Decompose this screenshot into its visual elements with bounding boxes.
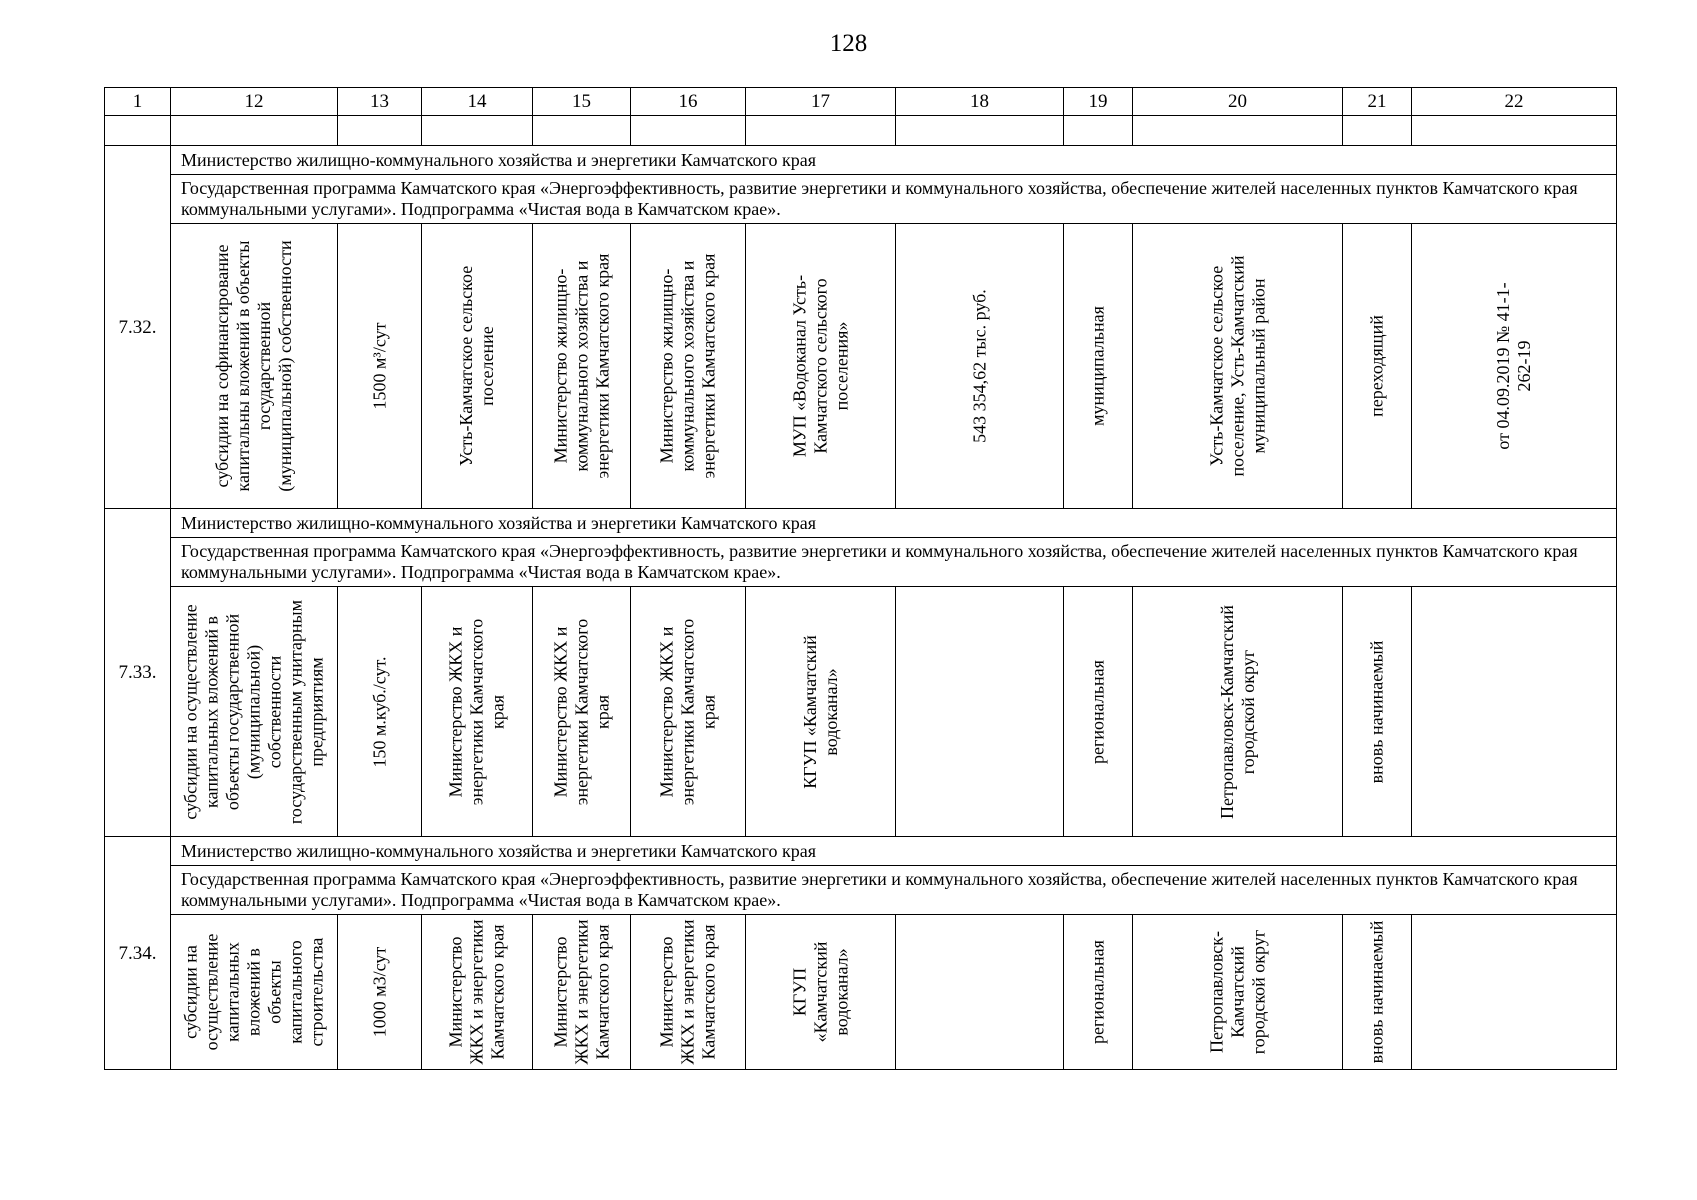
operator: КГУП «Камчатский водоканал»: [789, 941, 851, 1043]
capacity: 1000 м3/сут: [369, 946, 389, 1038]
location: Министерство ЖКХ и энергетики Камчатского края: [445, 919, 508, 1065]
program-row: [105, 866, 1617, 915]
customer: Министерство ЖКХ и энергетики Камчатского края: [550, 618, 612, 805]
program-row: [105, 175, 1617, 224]
cost: 543 354,62 тыс. руб.: [969, 289, 989, 443]
funding-type: субсидии на осуществление капитальных вложений в объекты государственной (муниципальной) собственности государственным унитарным предприятиям: [180, 599, 327, 824]
empty-row: [105, 116, 1617, 146]
header-cell: 12: [171, 88, 338, 116]
header-row: [105, 88, 1617, 116]
investment-table: [104, 87, 1617, 1070]
page-number: 128: [829, 30, 868, 57]
detail-row: [105, 587, 1617, 837]
ownership: региональная: [1087, 940, 1108, 1044]
header-cell: 14: [422, 88, 533, 116]
header-cell: 22: [1412, 88, 1617, 116]
developer: Министерство жилищно-коммунального хозяйства и энергетики Камчатского края: [656, 253, 719, 479]
funding-type: субсидии на осуществление капитальных вложений в объекты капитального строительства: [180, 933, 327, 1051]
ministry-row: [105, 146, 1617, 175]
header-cell: 18: [896, 88, 1064, 116]
customer: Министерство жилищно-коммунального хозяйства и энергетики Камчатского края: [550, 253, 612, 479]
program-label: Государственная программа Камчатского края «Энергоэффективность, развитие энергетики и коммунального хозяйства, обеспечение жителей населенных пунктов Камчатского края коммунальными услугами». Подпрограмма «Чистая вода в Камчатском крае».: [171, 538, 1617, 587]
territory: Петропавловск-Камчатский городской округ: [1206, 929, 1268, 1055]
operator: МУП «Водоканал Усть-Камчатского сельского поселения»: [789, 274, 851, 458]
customer: Министерство ЖКХ и энергетики Камчатского края: [550, 919, 612, 1065]
project-status: вновь начинаемый: [1366, 920, 1387, 1064]
territory: Усть-Камчатское сельское поселение, Усть-Камчатский муниципальный район: [1206, 255, 1268, 477]
ownership: региональная: [1087, 659, 1108, 764]
capacity: 1500 м³/сут: [369, 322, 389, 410]
detail-row: [105, 224, 1617, 509]
header-cell: 20: [1133, 88, 1343, 116]
ministry-row: [105, 509, 1617, 538]
header-cell: 1: [105, 88, 171, 116]
ownership: муниципальная: [1087, 306, 1108, 426]
operator: КГУП «Камчатский водоканал»: [799, 634, 841, 789]
row-number: 7.33.: [105, 509, 171, 837]
ministry-label: Министерство жилищно-коммунального хозяйства и энергетики Камчатского края: [171, 146, 1617, 175]
program-row: [105, 538, 1617, 587]
location: Усть-Камчатское сельское поселение: [456, 265, 497, 467]
project-status: переходящий: [1366, 315, 1387, 417]
header-cell: 16: [631, 88, 746, 116]
program-label: Государственная программа Камчатского края «Энергоэффективность, развитие энергетики и коммунального хозяйства, обеспечение жителей населенных пунктов Камчатского края коммунальными услугами». Подпрограмма «Чистая вода в Камчатском крае».: [171, 866, 1617, 915]
program-label: Государственная программа Камчатского края «Энергоэффективность, развитие энергетики и коммунального хозяйства, обеспечение жителей населенных пунктов Камчатского края коммунальными услугами». Подпрограмма «Чистая вода в Камчатском крае».: [171, 175, 1617, 224]
capacity: 150 м.куб./сут.: [369, 655, 389, 768]
row-number: 7.32.: [105, 146, 171, 509]
document-ref: от 04.09.2019 № 41-1-262-19: [1493, 282, 1534, 450]
developer: Министерство ЖКХ и энергетики Камчатского края: [656, 618, 719, 805]
header-cell: 19: [1064, 88, 1133, 116]
header-cell: 13: [338, 88, 422, 116]
ministry-label: Министерство жилищно-коммунального хозяйства и энергетики Камчатского края: [171, 837, 1617, 866]
row-number: 7.34.: [105, 837, 171, 1070]
detail-row: [105, 915, 1617, 1070]
developer: Министерство ЖКХ и энергетики Камчатского края: [656, 919, 719, 1065]
header-cell: 21: [1343, 88, 1412, 116]
header-cell: 17: [746, 88, 896, 116]
header-cell: 15: [533, 88, 631, 116]
ministry-row: [105, 837, 1617, 866]
ministry-label: Министерство жилищно-коммунального хозяйства и энергетики Камчатского края: [171, 509, 1617, 538]
territory: Петропавловск-Камчатский городской округ: [1216, 604, 1258, 819]
funding-type: субсидии на софинансирование капитальны вложений в объекты государственной (муниципальной) собственности: [212, 240, 295, 492]
project-status: вновь начинаемый: [1366, 640, 1387, 783]
location: Министерство ЖКХ и энергетики Камчатского края: [445, 618, 508, 805]
